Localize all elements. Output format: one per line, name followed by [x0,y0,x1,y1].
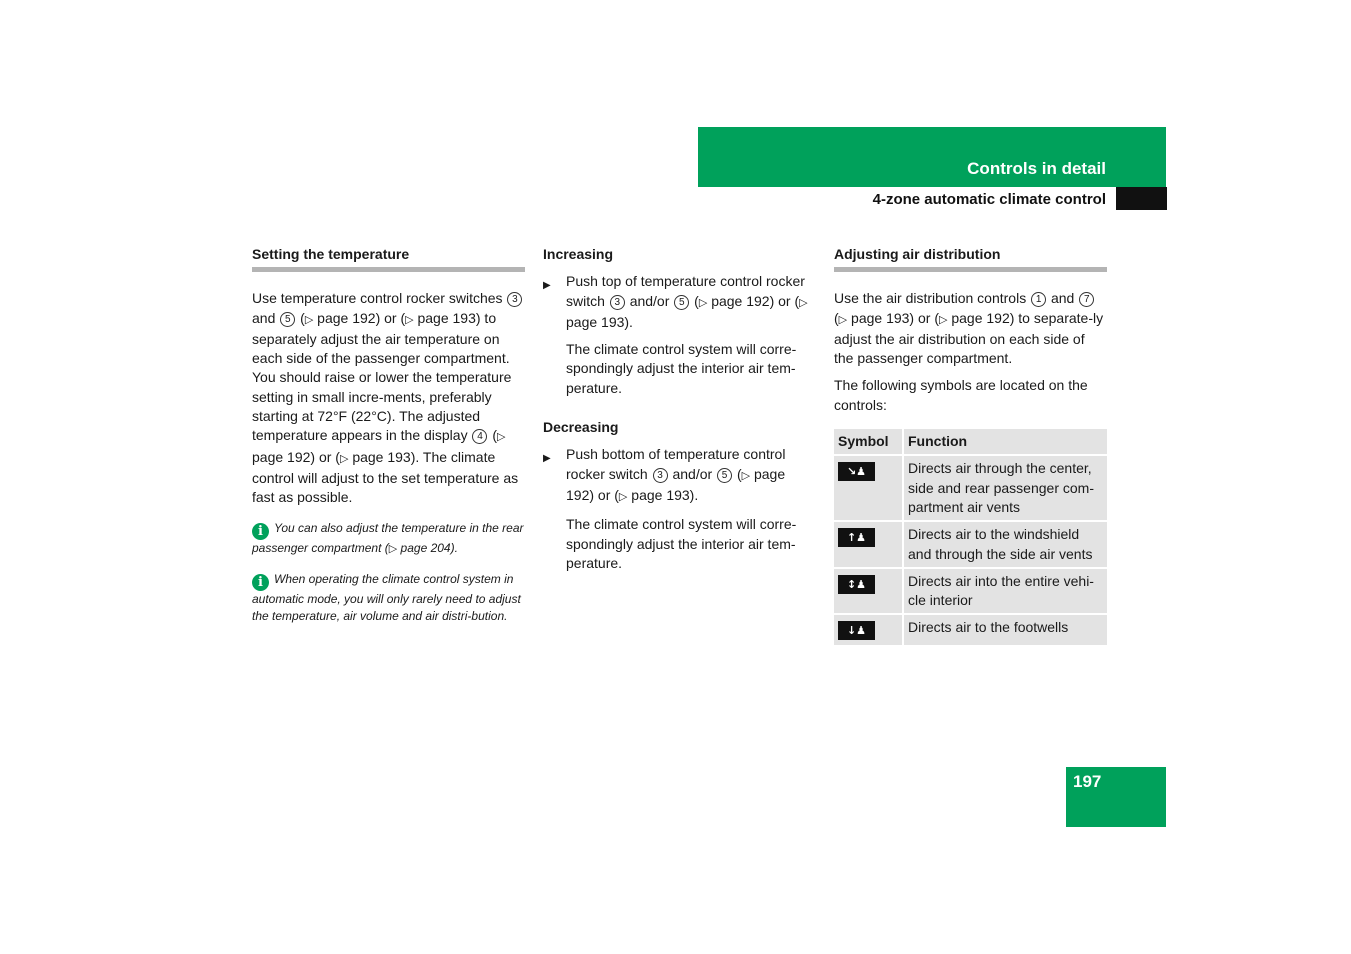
text: ( [694,292,699,309]
page-ref-arrow-icon: ▷ [405,313,414,326]
table-header-row [834,429,1107,455]
text: ( [492,427,498,444]
function-cell: Directs air to the windshield and through the side air vents [903,521,1107,568]
info-note [252,520,525,558]
paragraph-air-distribution [834,289,1107,368]
page-ref-arrow-icon: ▷ [618,490,628,503]
ref-number: 5 [674,295,689,310]
ref-number: 5 [717,468,732,483]
page-ref-arrow-icon: ▷ [698,296,708,309]
page-ref-arrow-icon: ▷ [304,313,314,326]
heading-air-distribution: Adjusting air distribution [834,245,1107,272]
info-icon: i [252,523,269,540]
bullet-arrow-icon: ▶ [543,280,551,292]
page-link[interactable]: page 193) or ( [851,309,939,326]
page-link[interactable]: page 193). [566,313,633,330]
column-header-symbol: Symbol [834,429,903,455]
column-setting-temperature [252,245,525,638]
text: Push bottom of temperature control rocker switch [566,446,786,482]
page-ref-arrow-icon: ▷ [497,431,506,444]
paragraph-symbols-intro: The following symbols are located on the controls: [834,377,1088,413]
heading-decreasing: Decreasing [543,419,619,436]
page-ref-arrow-icon: ▷ [938,313,948,326]
heading-setting-temperature: Setting the temperature [252,245,525,272]
entire-interior-icon: ↕♟ [838,575,875,594]
text: Use the air distribution controls [834,290,1027,307]
page-link[interactable]: page 192) or ( [252,448,340,465]
info-icon: i [252,574,269,591]
ref-number: 5 [280,312,295,327]
section-marker [1116,187,1167,210]
text: and/or [629,292,670,309]
step-decreasing [543,445,816,507]
info-note [252,571,525,625]
section-title: 4-zone automatic climate control [872,191,1106,208]
text: ( [736,465,742,482]
page-link[interactable]: page 193). [631,486,699,503]
page-ref-arrow-icon: ▷ [339,452,349,465]
page-ref-arrow-icon: ▷ [838,313,848,326]
footwell-icon: ↓♟ [838,621,875,640]
center-side-rear-vents-icon: ↘♟ [838,462,875,481]
bullet-arrow-icon: ▶ [543,453,551,465]
function-cell: Directs air through the center, side and rear passenger com-partment air vents [903,455,1107,521]
function-cell: Directs air into the entire vehi-cle interior [903,568,1107,615]
table-row [834,455,1107,521]
page-link[interactable]: page 204). [400,540,458,555]
ref-number: 4 [472,429,487,444]
column-increase-decrease [543,245,816,581]
ref-number: 3 [653,468,668,483]
page-ref-arrow-icon: ▷ [799,296,808,309]
text: Use temperature control rocker switches [252,290,503,307]
page-ref-arrow-icon: ▷ [388,542,398,555]
ref-number: 3 [610,295,625,310]
chapter-title: Controls in detail [967,159,1106,178]
column-header-function: Function [903,429,1107,455]
page-ref-arrow-icon: ▷ [741,469,751,482]
page-number-box [1066,767,1166,827]
symbol-table [834,429,1107,645]
ref-number: 3 [507,292,522,307]
windshield-side-vents-icon: ↑♟ [838,528,875,547]
result-decreasing: The climate control system will corre-spondingly adjust the interior air tem-perature. [566,516,797,571]
text: and/or [672,465,713,482]
page-link[interactable]: page 193) to separately adjust the air temperature on each side of the passenger compartment. You should raise or lower the temperature setting in small incre-ments, preferably starting at 72°F (22°C). The adjusted temperature appears in the display [252,309,512,444]
symbol-cell [834,614,903,645]
text: and [252,309,276,326]
text: and [1050,290,1075,307]
paragraph-setting-temperature [252,289,525,507]
table-row [834,614,1107,645]
table-row [834,568,1107,615]
note-text: You can also adjust the temperature in the rear passenger compartment ( [252,520,524,555]
ref-number: 1 [1031,292,1046,307]
note-text: When operating the climate control system in automatic mode, you will only rarely need to adjust the temperature, air volume and air distri-bution. [252,571,521,623]
page-link[interactable]: page 193). The climate control will adjust to the set temperature as fast as possible. [252,448,519,506]
page-link[interactable]: page 192) or ( [566,465,786,503]
page-link[interactable]: page 192) or ( [711,292,800,309]
result-increasing: The climate control system will corre-spondingly adjust the interior air tem-perature. [566,341,797,396]
page-link[interactable]: page 192) to separate-ly adjust the air distribution on each side of the passenger compartment. [834,309,1104,367]
symbol-cell [834,521,903,568]
text: ( [300,309,305,326]
heading-increasing: Increasing [543,246,614,262]
column-air-distribution [834,245,1107,645]
table-row [834,521,1107,568]
page-number: 197 [1073,772,1102,791]
function-cell: Directs air to the footwells [903,614,1107,645]
page-link[interactable]: page 192) or ( [317,309,406,326]
text: ( [834,309,839,326]
symbol-cell [834,568,903,615]
step-increasing [543,272,816,332]
ref-number: 7 [1079,292,1094,307]
symbol-cell [834,455,903,521]
text: Push top of temperature control rocker switch [566,273,805,309]
